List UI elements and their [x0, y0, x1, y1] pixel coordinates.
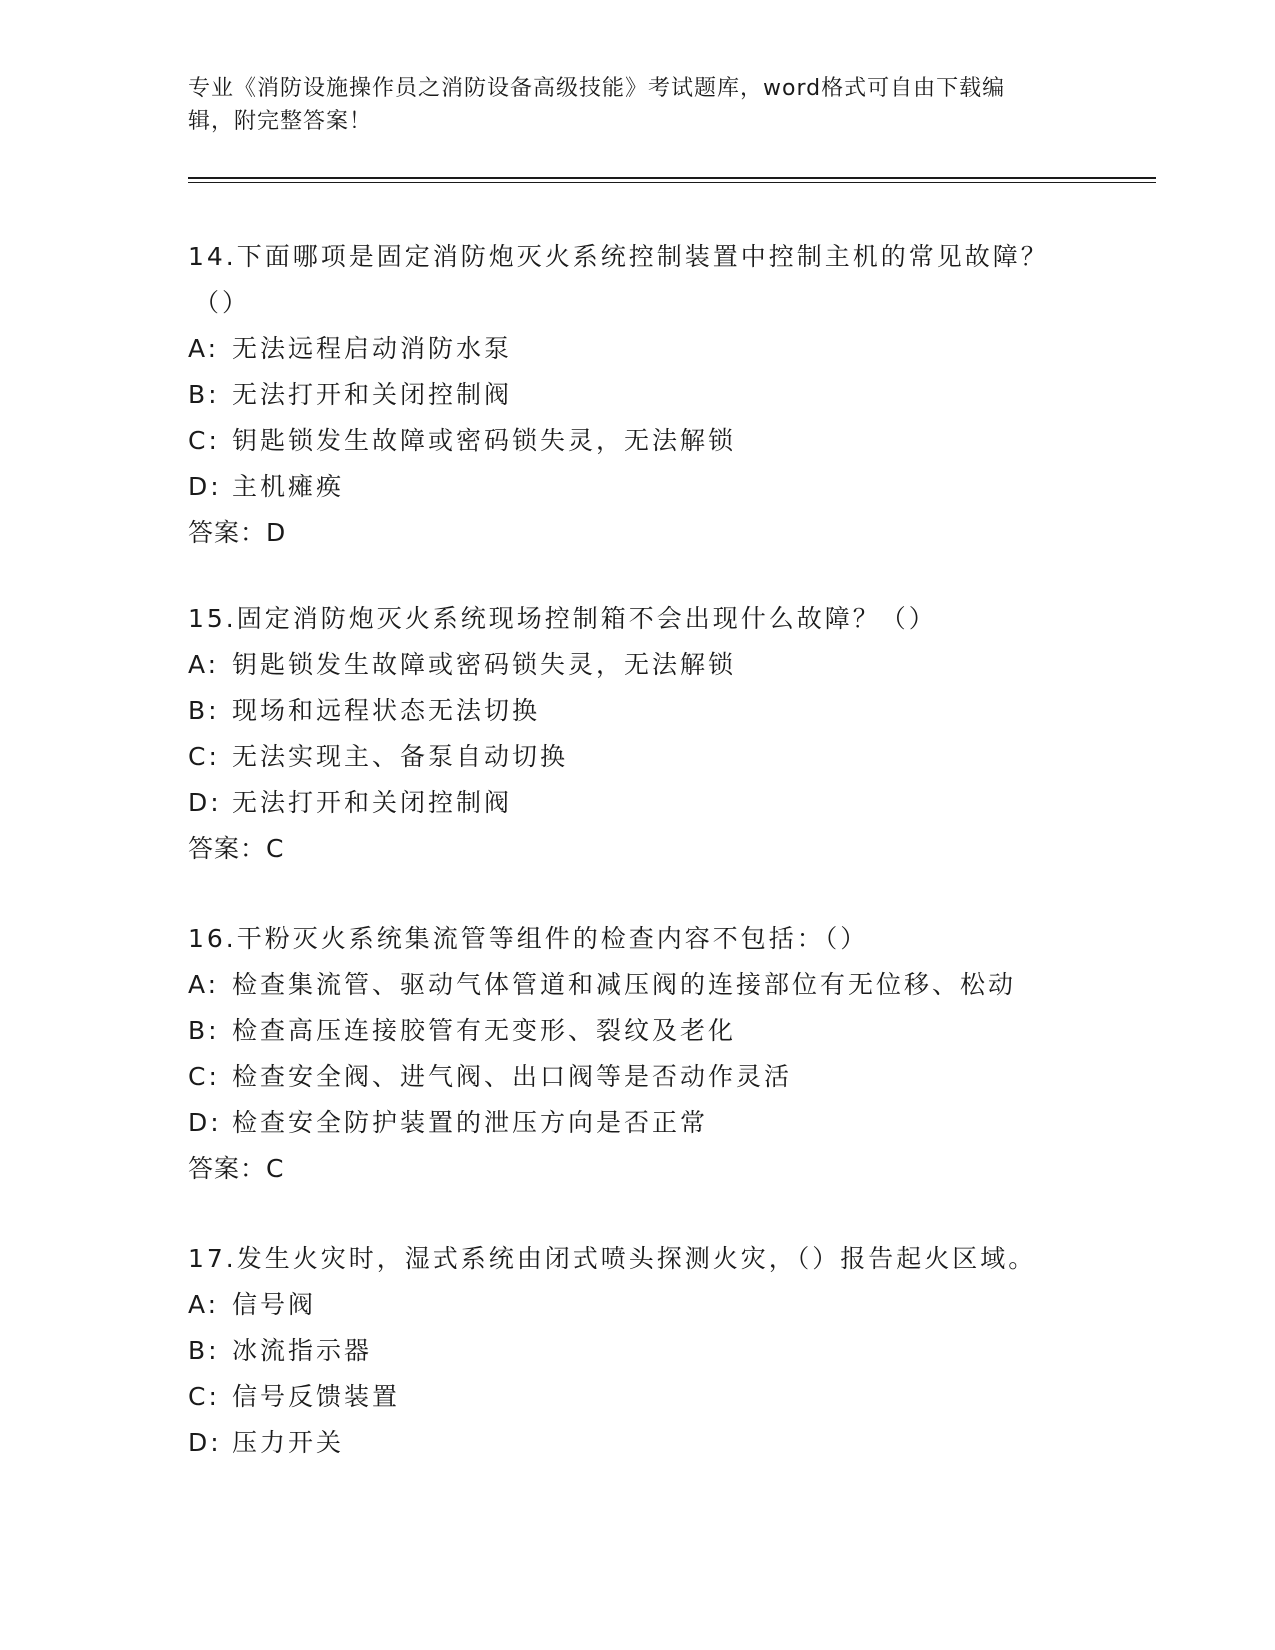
option-b [188, 1328, 1088, 1374]
option-b [188, 372, 1088, 418]
document-header [188, 72, 1088, 138]
option-letter: D: [188, 472, 222, 501]
option-c [188, 1054, 1088, 1100]
option-letter: A: [188, 650, 220, 679]
option-text: 无法打开和关闭控制阀 [232, 380, 513, 409]
header-line-2: 辑，附完整答案！ [188, 109, 373, 134]
option-b [188, 688, 1088, 734]
option-c [188, 418, 1088, 464]
option-text: 检查高压连接胶管有无变形、裂纹及老化 [232, 1016, 737, 1045]
question-17 [188, 1236, 1088, 1466]
option-d [188, 464, 1088, 510]
question-stem: 17.发生火灾时，湿式系统由闭式喷头探测火灾，（）报告起火区域。 [188, 1244, 1037, 1273]
option-text: 钥匙锁发生故障或密码锁失灵，无法解锁 [232, 426, 737, 455]
option-text: 信号阀 [232, 1290, 317, 1319]
option-text: 压力开关 [232, 1428, 345, 1457]
option-letter: C: [188, 742, 220, 771]
question-15 [188, 596, 1088, 872]
answer-label: 答案：C [188, 834, 285, 863]
option-letter: D: [188, 1428, 222, 1457]
option-a [188, 962, 1088, 1008]
question-16 [188, 916, 1088, 1192]
header-divider-bottom [188, 182, 1156, 183]
option-letter: B: [188, 1336, 220, 1365]
option-text: 主机瘫痪 [232, 472, 345, 501]
option-d [188, 1420, 1088, 1466]
option-letter: D: [188, 788, 222, 817]
option-b [188, 1008, 1088, 1054]
header-line-1: 专业《消防设施操作员之消防设备高级技能》考试题库，word格式可自由下载编 [188, 76, 1006, 101]
option-text: 无法实现主、备泵自动切换 [232, 742, 569, 771]
option-letter: C: [188, 426, 220, 455]
answer-label: 答案：C [188, 1154, 285, 1183]
option-text: 检查安全防护装置的泄压方向是否正常 [232, 1108, 709, 1137]
option-letter: B: [188, 1016, 220, 1045]
question-stem: 16.干粉灭火系统集流管等组件的检查内容不包括：（） [188, 924, 869, 953]
question-stem: 14.下面哪项是固定消防炮灭火系统控制装置中控制主机的常见故障？ [188, 242, 1049, 271]
option-c [188, 1374, 1088, 1420]
option-letter: B: [188, 380, 220, 409]
option-letter: D: [188, 1108, 222, 1137]
option-c [188, 734, 1088, 780]
option-text: 现场和远程状态无法切换 [232, 696, 541, 725]
option-letter: B: [188, 696, 220, 725]
answer-label: 答案：D [188, 518, 287, 547]
option-letter: C: [188, 1382, 220, 1411]
option-a [188, 326, 1088, 372]
option-text: 信号反馈装置 [232, 1382, 401, 1411]
option-d [188, 1100, 1088, 1146]
option-text: 冰流指示器 [232, 1336, 373, 1365]
option-letter: A: [188, 334, 220, 363]
option-a [188, 1282, 1088, 1328]
option-d [188, 780, 1088, 826]
header-divider-top [188, 177, 1156, 179]
question-stem: 15.固定消防炮灭火系统现场控制箱不会出现什么故障？（） [188, 604, 937, 633]
option-text: 无法远程启动消防水泵 [232, 334, 513, 363]
option-a [188, 642, 1088, 688]
option-text: 钥匙锁发生故障或密码锁失灵，无法解锁 [232, 650, 737, 679]
option-letter: A: [188, 970, 220, 999]
option-text: 无法打开和关闭控制阀 [232, 788, 513, 817]
option-letter: C: [188, 1062, 220, 1091]
option-text: 检查安全阀、进气阀、出口阀等是否动作灵活 [232, 1062, 793, 1091]
option-text: 检查集流管、驱动气体管道和减压阀的连接部位有无位移、松动 [232, 970, 1017, 999]
option-letter: A: [188, 1290, 220, 1319]
question-stem-continuation: （） [194, 288, 251, 317]
question-14 [188, 234, 1088, 556]
